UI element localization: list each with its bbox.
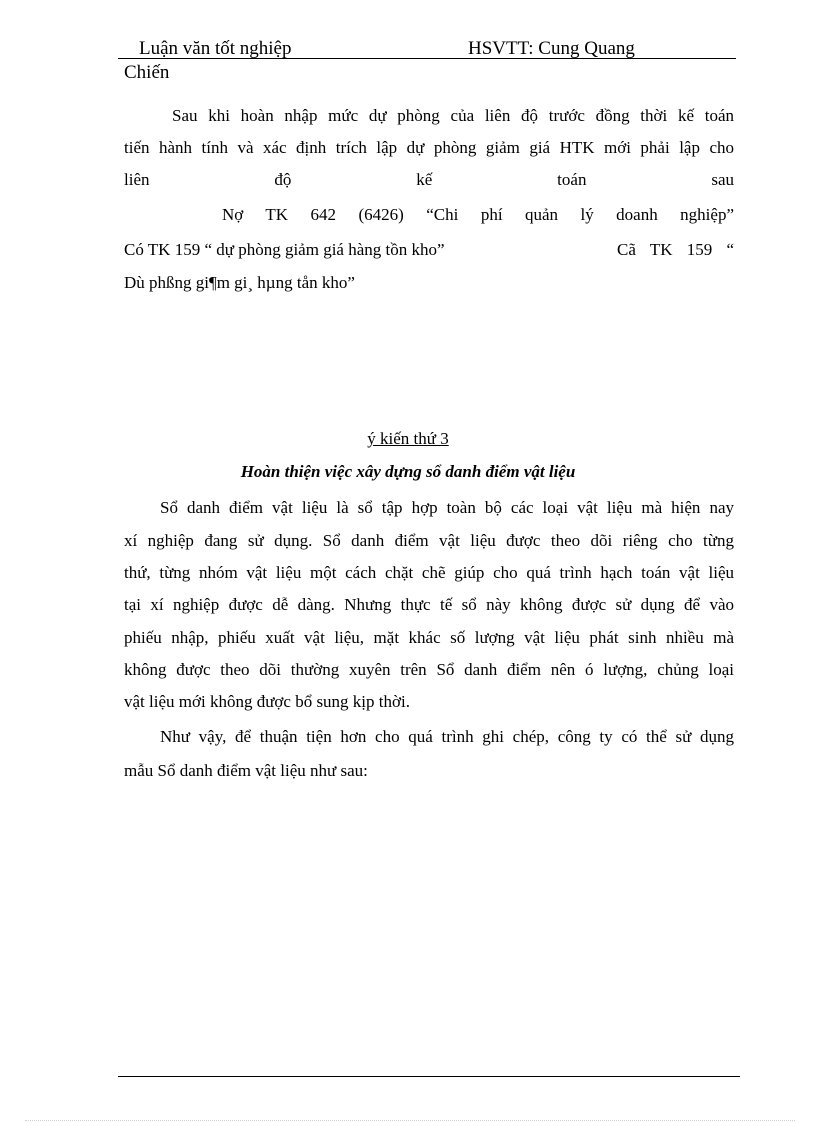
paragraph1-line-6: không được theo dõi thường xuyên trên Sổ danh điểm nên ó lượng, chủng loại bbox=[124, 660, 734, 679]
page-edge bbox=[25, 1120, 795, 1121]
section1-line-3: liên độ kế toán sau bbox=[124, 170, 734, 189]
paragraph1-line-1: Sổ danh điểm vật liệu là sổ tập hợp toàn bộ các loại vật liệu mà hiện nay bbox=[160, 498, 734, 517]
section2-title: Hoàn thiện việc xây dựng sổ danh điểm vật liệu bbox=[240, 462, 576, 481]
paragraph1-line-7: vật liệu mới không được bổ sung kịp thời. bbox=[124, 692, 410, 711]
journal-entry-credit-garbled-cont: Dù phßng gi¶m gi¸ hµng tån kho” bbox=[124, 273, 355, 292]
journal-entry-credit-garbled: Cã TK 159 “ bbox=[617, 240, 734, 259]
journal-entry-debit: Nợ TK 642 (6426) “Chi phí quản lý doanh nghiệp” bbox=[222, 205, 734, 224]
paragraph2-line-2: mẫu Sổ danh điểm vật liệu như sau: bbox=[124, 761, 368, 780]
journal-entry-credit: Có TK 159 “ dự phòng giảm giá hàng tồn kho” bbox=[124, 240, 445, 259]
paragraph2-line-1: Như vậy, để thuận tiện hơn cho quá trình ghi chép, công ty có thể sử dụng bbox=[160, 727, 734, 746]
section1-line-1: Sau khi hoàn nhập mức dự phòng của liên độ trước đồng thời kế toán bbox=[172, 106, 734, 125]
header-title-right: HSVTT: Cung Quang bbox=[468, 38, 635, 59]
paragraph1-line-5: phiếu nhập, phiếu xuất vật liệu, mặt khác số lượng vật liệu phát sinh nhiều mà bbox=[124, 628, 734, 647]
section2-subtitle: ý kiến thứ 3 bbox=[367, 429, 449, 448]
header-title-left: Luận văn tốt nghiệp bbox=[139, 38, 292, 59]
header-title-continuation: Chiến bbox=[124, 62, 170, 83]
header-divider bbox=[118, 58, 736, 59]
paragraph1-line-3: thứ, từng nhóm vật liệu một cách chặt chẽ giúp cho quá trình hạch toán vật liệu bbox=[124, 563, 734, 582]
footer-divider bbox=[118, 1076, 740, 1077]
paragraph1-line-4: tại xí nghiệp được dễ dàng. Nhưng thực tế sổ này không được sử dụng để vào bbox=[124, 595, 734, 614]
section1-line-2: tiến hành tính và xác định trích lập dự phòng giảm giá HTK mới phải lập cho bbox=[124, 138, 734, 157]
paragraph1-line-2: xí nghiệp đang sử dụng. Sổ danh điểm vật liệu được theo dõi riêng cho từng bbox=[124, 531, 734, 550]
